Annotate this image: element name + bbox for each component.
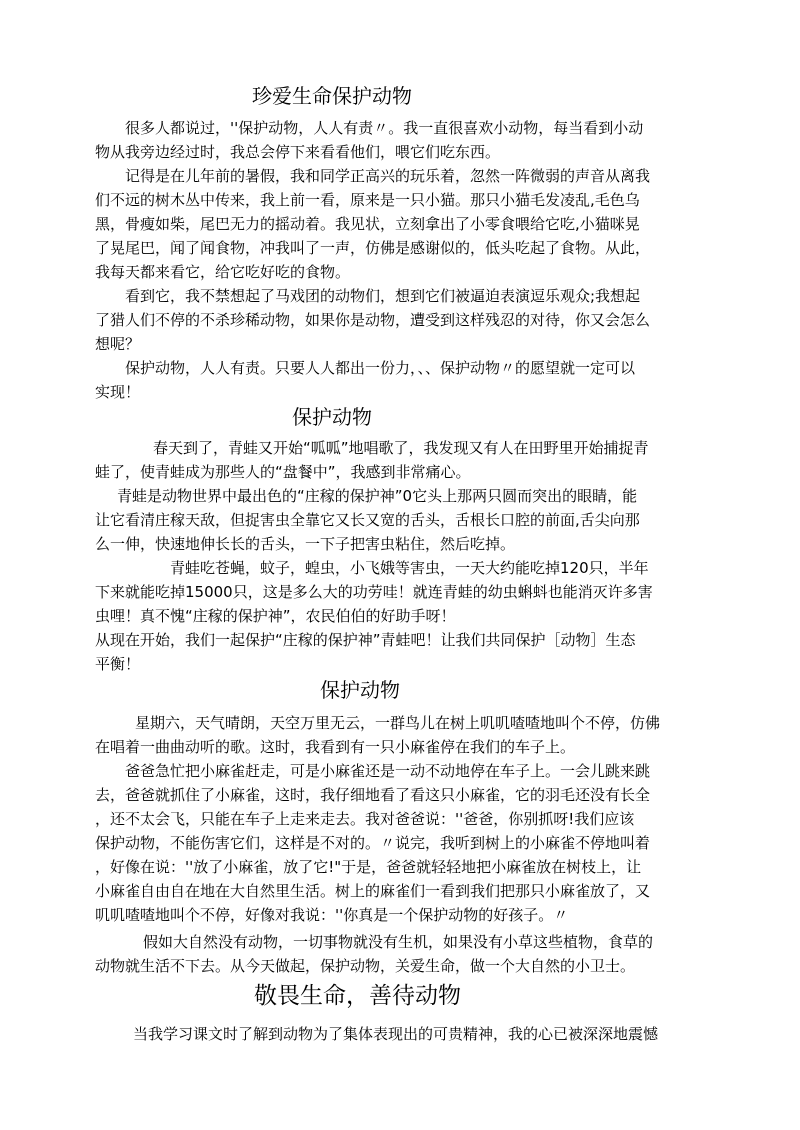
paragraph-line: ，还不太会飞，只能在车子上走来走去。我对爸爸说：''爸爸，你别抓呀!我们应该 bbox=[95, 810, 635, 828]
paragraph-line: 很多人都说过，''保护动物，人人有责〃。我一直很喜欢小动物，每当看到小动 bbox=[125, 119, 644, 137]
paragraph-line: 了猎人们不停的不杀珍稀动物，如果你是动物，遭受到这样残忍的对待，你又会怎么 bbox=[95, 311, 651, 329]
paragraph-line: ，好像在说：''放了小麻雀，放了它!"于是，爸爸就轻轻地把小麻雀放在树枝上，让 bbox=[95, 858, 642, 876]
paragraph-line: 看到它，我不禁想起了马戏团的动物们，想到它们被逼迫表演逗乐观众;我想起 bbox=[125, 287, 641, 305]
paragraph-line: 实现！ bbox=[95, 383, 141, 401]
paragraph-line: 假如大自然没有动物，一切事物就没有生机，如果没有小草这些植物，食草的 bbox=[143, 933, 654, 951]
paragraph-line: 记得是在儿年前的暑假，我和同学正高兴的玩乐着，忽然一阵微弱的声音从离我 bbox=[125, 167, 651, 185]
paragraph-line: 保护动物，人人有责。只要人人都出一份力，、、保护动物〃的愿望就一定可以 bbox=[125, 359, 636, 377]
paragraph-line: 黑，骨瘦如柴，尾巴无力的摇动着。我见状，立刻拿出了小零食喂给它吃,小猫咪晃 bbox=[95, 215, 640, 233]
paragraph-line: 当我学习课文时了解到动物为了集体表现出的可贵精神，我的心已被深深地震憾 bbox=[133, 1025, 659, 1043]
paragraph-line: 动物就生活不下去。从今天做起，保护动物，关爱生命，做一个大自然的小卫士。 bbox=[95, 957, 636, 975]
paragraph-line: 星期六，天气晴朗，天空万里无云，一群鸟儿在树上叽叽喳喳地叫个不停，仿佛 bbox=[135, 714, 661, 732]
paragraph-line: 我每天都来看它，给它吃好吃的食物。 bbox=[95, 263, 351, 281]
paragraph-line: 平衡！ bbox=[95, 655, 141, 673]
paragraph-line: 青蛙吃苍蝇，蚊子，蝗虫，小飞娥等害虫，一天大约能吃掉120只，半年 bbox=[170, 559, 649, 577]
section-title: 敬畏生命，善待动物 bbox=[254, 983, 461, 1009]
paragraph-line: 蛙了，使青蛙成为那些人的“盘餐中”，我感到非常痛心。 bbox=[95, 463, 471, 481]
paragraph-line: 叽叽喳喳地叫个不停，好像对我说：''你真是一个保护动物的好孩子。〃 bbox=[95, 906, 569, 924]
paragraph-line: 在唱着一曲曲动听的歌。这时，我看到有一只小麻雀停在我们的车子上。 bbox=[95, 738, 576, 756]
paragraph-line: 了晃尾巴，闻了闻食物，冲我叫了一声，仿佛是感谢似的，低头吃起了食物。从此， bbox=[95, 239, 651, 257]
section-title: 珍爱生命保护动物 bbox=[252, 84, 412, 108]
paragraph-line: 从现在开始，我们一起保护“庄稼的保护神”青蛙吧！让我们共同保护［动物］生态 bbox=[95, 631, 636, 649]
section-title: 保护动物 bbox=[320, 678, 400, 702]
paragraph-line: 春天到了，青蛙又开始“呱呱”地唱歌了，我发现又有人在田野里开始捕捉青 bbox=[153, 439, 649, 457]
paragraph-line: 保护动物，不能伤害它们，这样是不对的。〃说完，我听到树上的小麻雀不停地叫着 bbox=[95, 834, 651, 852]
section-title: 保护动物 bbox=[292, 405, 372, 429]
paragraph-line: 们不远的树木丛中传来，我上前一看，原来是一只小猫。那只小猫毛发凌乱,毛色乌 bbox=[95, 191, 640, 209]
paragraph-line: 么一伸，快速地伸长长的舌头，一下子把害虫粘住，然后吃掉。 bbox=[95, 535, 516, 553]
paragraph-line: 小麻雀自由自在地在大自然里生活。树上的麻雀们一看到我们把那只小麻雀放了，又 bbox=[95, 882, 651, 900]
paragraph-line: 爸爸急忙把小麻雀赶走，可是小麻雀还是一动不动地停在车子上。一会儿跳来跳 bbox=[125, 762, 651, 780]
paragraph-line: 让它看清庄稼天敌，但捉害虫全靠它又长又宽的舌头，舌根长口腔的前面,舌尖向那 bbox=[95, 511, 640, 529]
paragraph-line: 想呢？ bbox=[95, 335, 141, 353]
paragraph-line: 去，爸爸就抓住了小麻雀，这时，我仔细地看了看这只小麻雀，它的羽毛还没有长全 bbox=[95, 786, 651, 804]
paragraph-line: 虫哩！真不愧“庄稼的保护神”，农民伯伯的好助手呀！ bbox=[95, 607, 456, 625]
paragraph-line: 物从我旁边经过时，我总会停下来看看他们，喂它们吃东西。 bbox=[95, 143, 501, 161]
paragraph-line: 青蛙是动物世界中最出色的“庄稼的保护神”0它头上那两只圆而突出的眼睛，能 bbox=[117, 487, 638, 505]
paragraph-line: 下来就能吃掉15000只，这是多么大的功劳哇！就连青蛙的幼虫蝌蚪也能消灭许多害 bbox=[95, 583, 653, 601]
